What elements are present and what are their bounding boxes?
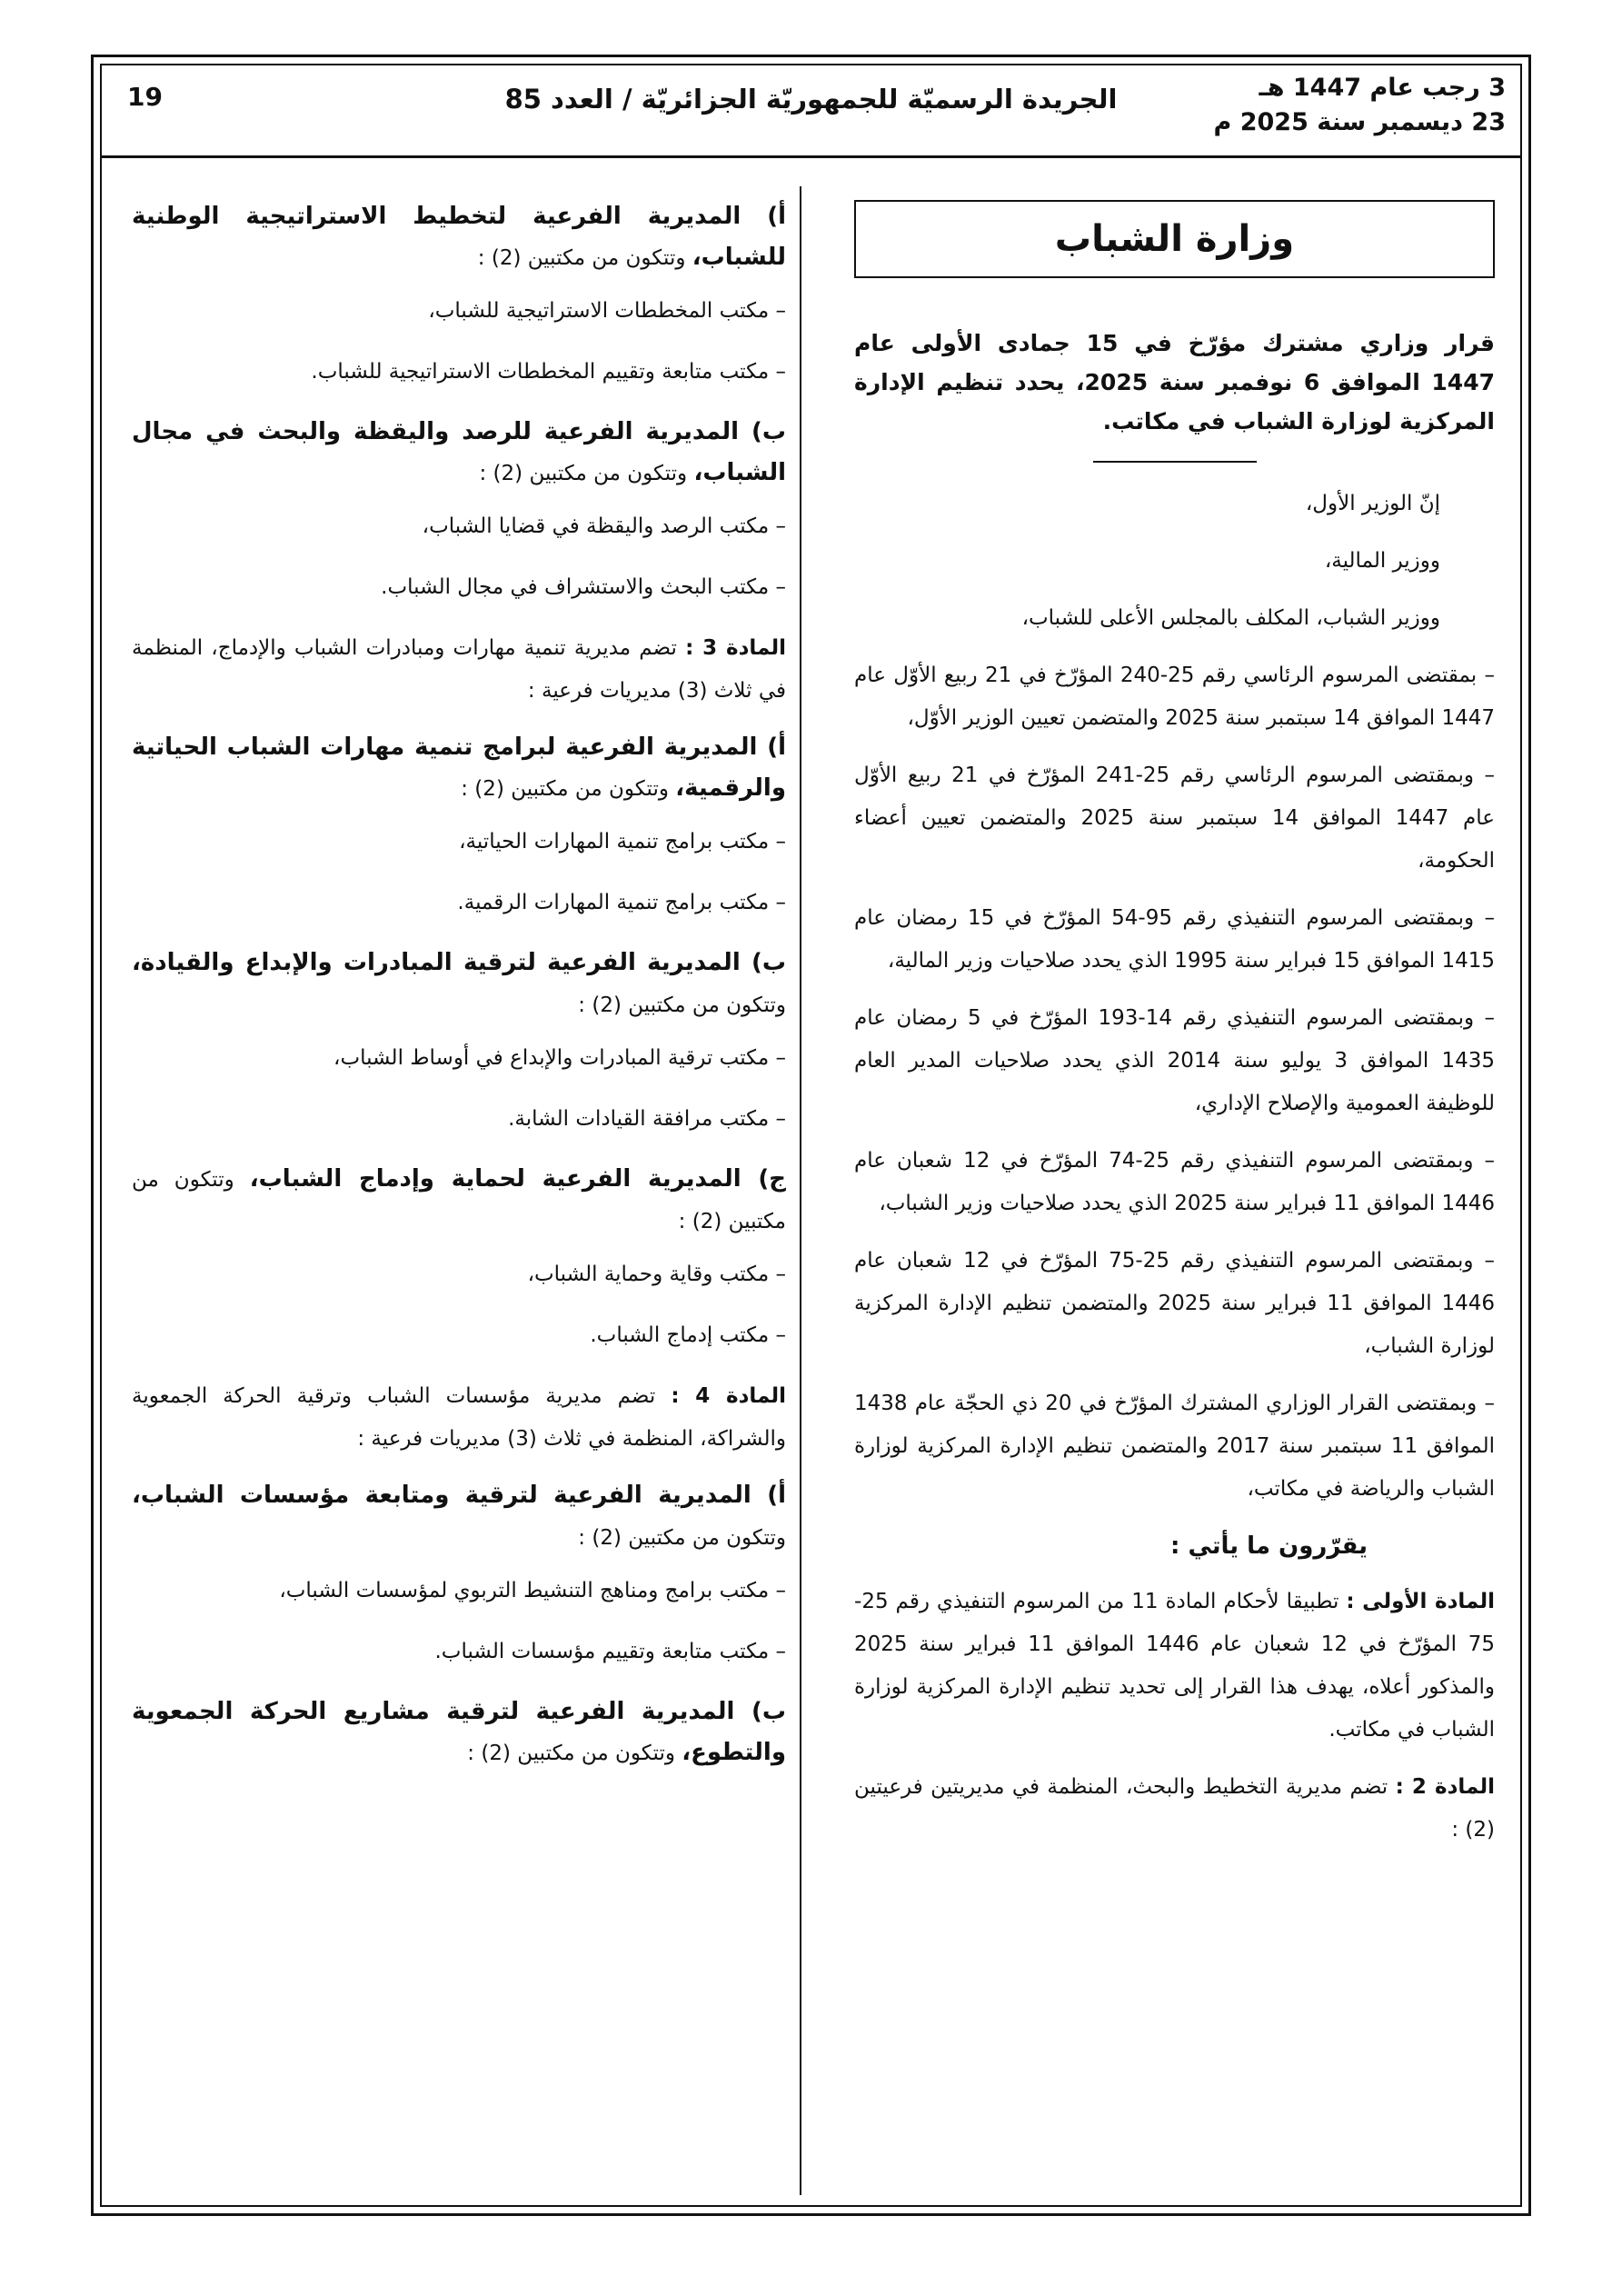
consideration-item: – وبمقتضى القرار الوزاري المشترك المؤرّخ في 20 ذي الحجّة عام 1438 الموافق 11 سبتمبر سنة 2017 والمتضمن تنظيم الإدارة المركزية لوزارة الشباب والرياضة في مكاتب، xyxy=(854,1392,1495,1501)
consideration-item: – وبمقتضى المرسوم التنفيذي رقم 14-193 المؤرّخ في 5 رمضان عام 1435 الموافق 3 يوليو سنة 2014 الذي يحدد صلاحيات المدير العام للوظيفة العمومية والإصلاح الإداري، xyxy=(854,1006,1496,1115)
subdirectorate-offices: وتتكون من مكتبين (2) : xyxy=(461,777,676,801)
article-1 xyxy=(854,1581,1495,1752)
subdirectorate-offices: وتتكون من مكتبين (2) : xyxy=(479,462,694,485)
signatory-finance-minister: ووزير المالية، xyxy=(1324,549,1440,573)
consideration-item: – وبمقتضى المرسوم التنفيذي رقم 25-75 المؤرّخ في 12 شعبان عام 1446 الموافق 11 فبراير سنة 2025 والمتضمن تنظيم الإدارة المركزية لوزارة الشباب، xyxy=(854,1249,1496,1358)
consideration-item: – وبمقتضى المرسوم التنفيذي رقم 25-74 المؤرّخ في 12 شعبان عام 1446 الموافق 11 فبراير سنة 2025 الذي يحدد صلاحيات وزير الشباب، xyxy=(854,1149,1495,1215)
subdirectorate-title: ج) المديرية الفرعية لحماية وإدماج الشباب، xyxy=(249,1165,786,1193)
subdirectorate-offices: وتتكون من مكتبين (2) : xyxy=(467,1742,682,1765)
subdirectorate-offices: وتتكون من مكتبين (2) : xyxy=(132,1168,786,1233)
office-item: – مكتب المخططات الاستراتيجية للشباب، xyxy=(428,299,786,323)
header-date-gregorian: 23 ديسمبر سنة 2025 م xyxy=(1213,108,1506,136)
consideration-item: – وبمقتضى المرسوم الرئاسي رقم 25-241 المؤرّخ في 21 ربيع الأوّل عام 1447 الموافق 14 سبتمبر سنة 2025 والمتضمن تعيين أعضاء الحكومة، xyxy=(854,764,1495,873)
header-date-hijri: 3 رجب عام 1447 هـ xyxy=(1259,74,1506,102)
subdirectorate-title: أ) المديرية الفرعية لتخطيط الاستراتيجية الوطنية للشباب، xyxy=(132,203,786,271)
article-1-label: المادة الأولى : xyxy=(1346,1590,1495,1613)
article-4-label: المادة 4 : xyxy=(671,1384,786,1408)
signatory-prime-minister: إنّ الوزير الأول، xyxy=(1305,492,1440,515)
subdirectorate-offices: وتتكون من مكتبين (2) : xyxy=(578,993,786,1017)
subdirectorate-title: ب) المديرية الفرعية لترقية المبادرات والإبداع والقيادة، xyxy=(132,949,786,976)
left-column xyxy=(132,193,786,1785)
article-3-text: تضم مديرية تنمية مهارات ومبادرات الشباب والإدماج، المنظمة في ثلاث (3) مديريات فرعية : xyxy=(132,636,786,703)
signatory-youth-minister: ووزير الشباب، المكلف بالمجلس الأعلى للشباب، xyxy=(1021,606,1440,630)
subdirectorate-heading xyxy=(132,1159,786,1243)
subdirectorate-title: أ) المديرية الفرعية لبرامج تنمية مهارات الشباب الحياتية والرقمية، xyxy=(132,734,786,802)
article-4-text: تضم مديرية مؤسسات الشباب وترقية الحركة الجمعوية والشراكة، المنظمة في ثلاث (3) مديريات فرعية : xyxy=(132,1384,786,1451)
office-item: – مكتب برامج تنمية المهارات الرقمية. xyxy=(457,891,786,914)
article-3 xyxy=(132,627,786,713)
article-3-label: المادة 3 : xyxy=(685,636,786,660)
consideration-item: – بمقتضى المرسوم الرئاسي رقم 25-240 المؤرّخ في 21 ربيع الأوّل عام 1447 الموافق 14 سبتمبر سنة 2025 والمتضمن تعيين الوزير الأوّل، xyxy=(854,664,1495,730)
ministry-title: وزارة الشباب xyxy=(854,200,1495,278)
office-item: – مكتب الرصد واليقظة في قضايا الشباب، xyxy=(422,514,786,538)
article-4 xyxy=(132,1375,786,1461)
consideration-item: – وبمقتضى المرسوم التنفيذي رقم 95-54 المؤرّخ في 15 رمضان عام 1415 الموافق 15 فبراير سنة 1995 الذي يحدد صلاحيات وزير المالية، xyxy=(854,906,1495,973)
article-1-text: تطبيقا لأحكام المادة 11 من المرسوم التنفيذي رقم 25-75 المؤرّخ في 12 شعبان عام 1446 الموافق 11 فبراير سنة 2025 والمذكور أعلاه، يهدف هذا القرار إلى تحديد تنظيم الإدارة المركزية لوزارة الشباب في مكاتب. xyxy=(854,1590,1495,1742)
subdirectorate-heading xyxy=(132,196,786,279)
article-2-text: تضم مديرية التخطيط والبحث، المنظمة في مديريتين فرعيتين (2) : xyxy=(854,1775,1495,1842)
office-item: – مكتب البحث والاستشراف في مجال الشباب. xyxy=(381,575,786,599)
office-item: – مكتب متابعة وتقييم المخططات الاستراتيجية للشباب. xyxy=(311,360,786,384)
subdirectorate-offices: وتتكون من مكتبين (2) : xyxy=(578,1526,786,1550)
header-title: الجريدة الرسميّة للجمهوريّة الجزائريّة / العدد 85 xyxy=(504,84,1118,115)
subdirectorate-title: ب) المديرية الفرعية لترقية مشاريع الحركة الجمعوية والتطوع، xyxy=(132,1698,786,1766)
office-item: – مكتب إدماج الشباب. xyxy=(590,1323,786,1347)
page-number: 19 xyxy=(127,82,163,112)
article-2 xyxy=(854,1766,1495,1852)
subdirectorate-heading xyxy=(132,412,786,494)
office-item: – مكتب وقاية وحماية الشباب، xyxy=(527,1263,786,1286)
subdirectorate-heading xyxy=(132,1692,786,1774)
article-2-label: المادة 2 : xyxy=(1395,1775,1495,1799)
subdirectorate-heading xyxy=(132,943,786,1026)
office-item: – مكتب متابعة وتقييم مؤسسات الشباب. xyxy=(434,1640,786,1663)
office-item: – مكتب برامج تنمية المهارات الحياتية، xyxy=(459,830,786,854)
office-item: – مكتب مرافقة القيادات الشابة. xyxy=(508,1107,786,1131)
subdirectorate-heading xyxy=(132,727,786,810)
subdirectorate-title: ب) المديرية الفرعية للرصد واليقظة والبحث في مجال الشباب، xyxy=(132,418,786,486)
gazette-header xyxy=(100,64,1522,158)
decree-title: قرار وزاري مشترك مؤرّخ في 15 جمادى الأولى عام 1447 الموافق 6 نوفمبر سنة 2025، يحدد تنظيم الإدارة المركزية لوزارة الشباب في مكاتب. xyxy=(854,330,1495,434)
title-rule xyxy=(1093,461,1257,463)
office-item: – مكتب برامج ومناهج التنشيط التربوي لمؤسسات الشباب، xyxy=(279,1579,786,1602)
office-item: – مكتب ترقية المبادرات والإبداع في أوساط الشباب، xyxy=(333,1046,786,1070)
subdirectorate-heading xyxy=(132,1475,786,1559)
subdirectorate-title: أ) المديرية الفرعية لترقية ومتابعة مؤسسات الشباب، xyxy=(132,1482,786,1509)
right-column xyxy=(854,193,1495,1866)
subdirectorate-offices: وتتكون من مكتبين (2) : xyxy=(477,246,692,270)
column-divider xyxy=(800,186,801,2195)
decides-heading: يقرّرون ما يأتي : xyxy=(1170,1532,1368,1560)
